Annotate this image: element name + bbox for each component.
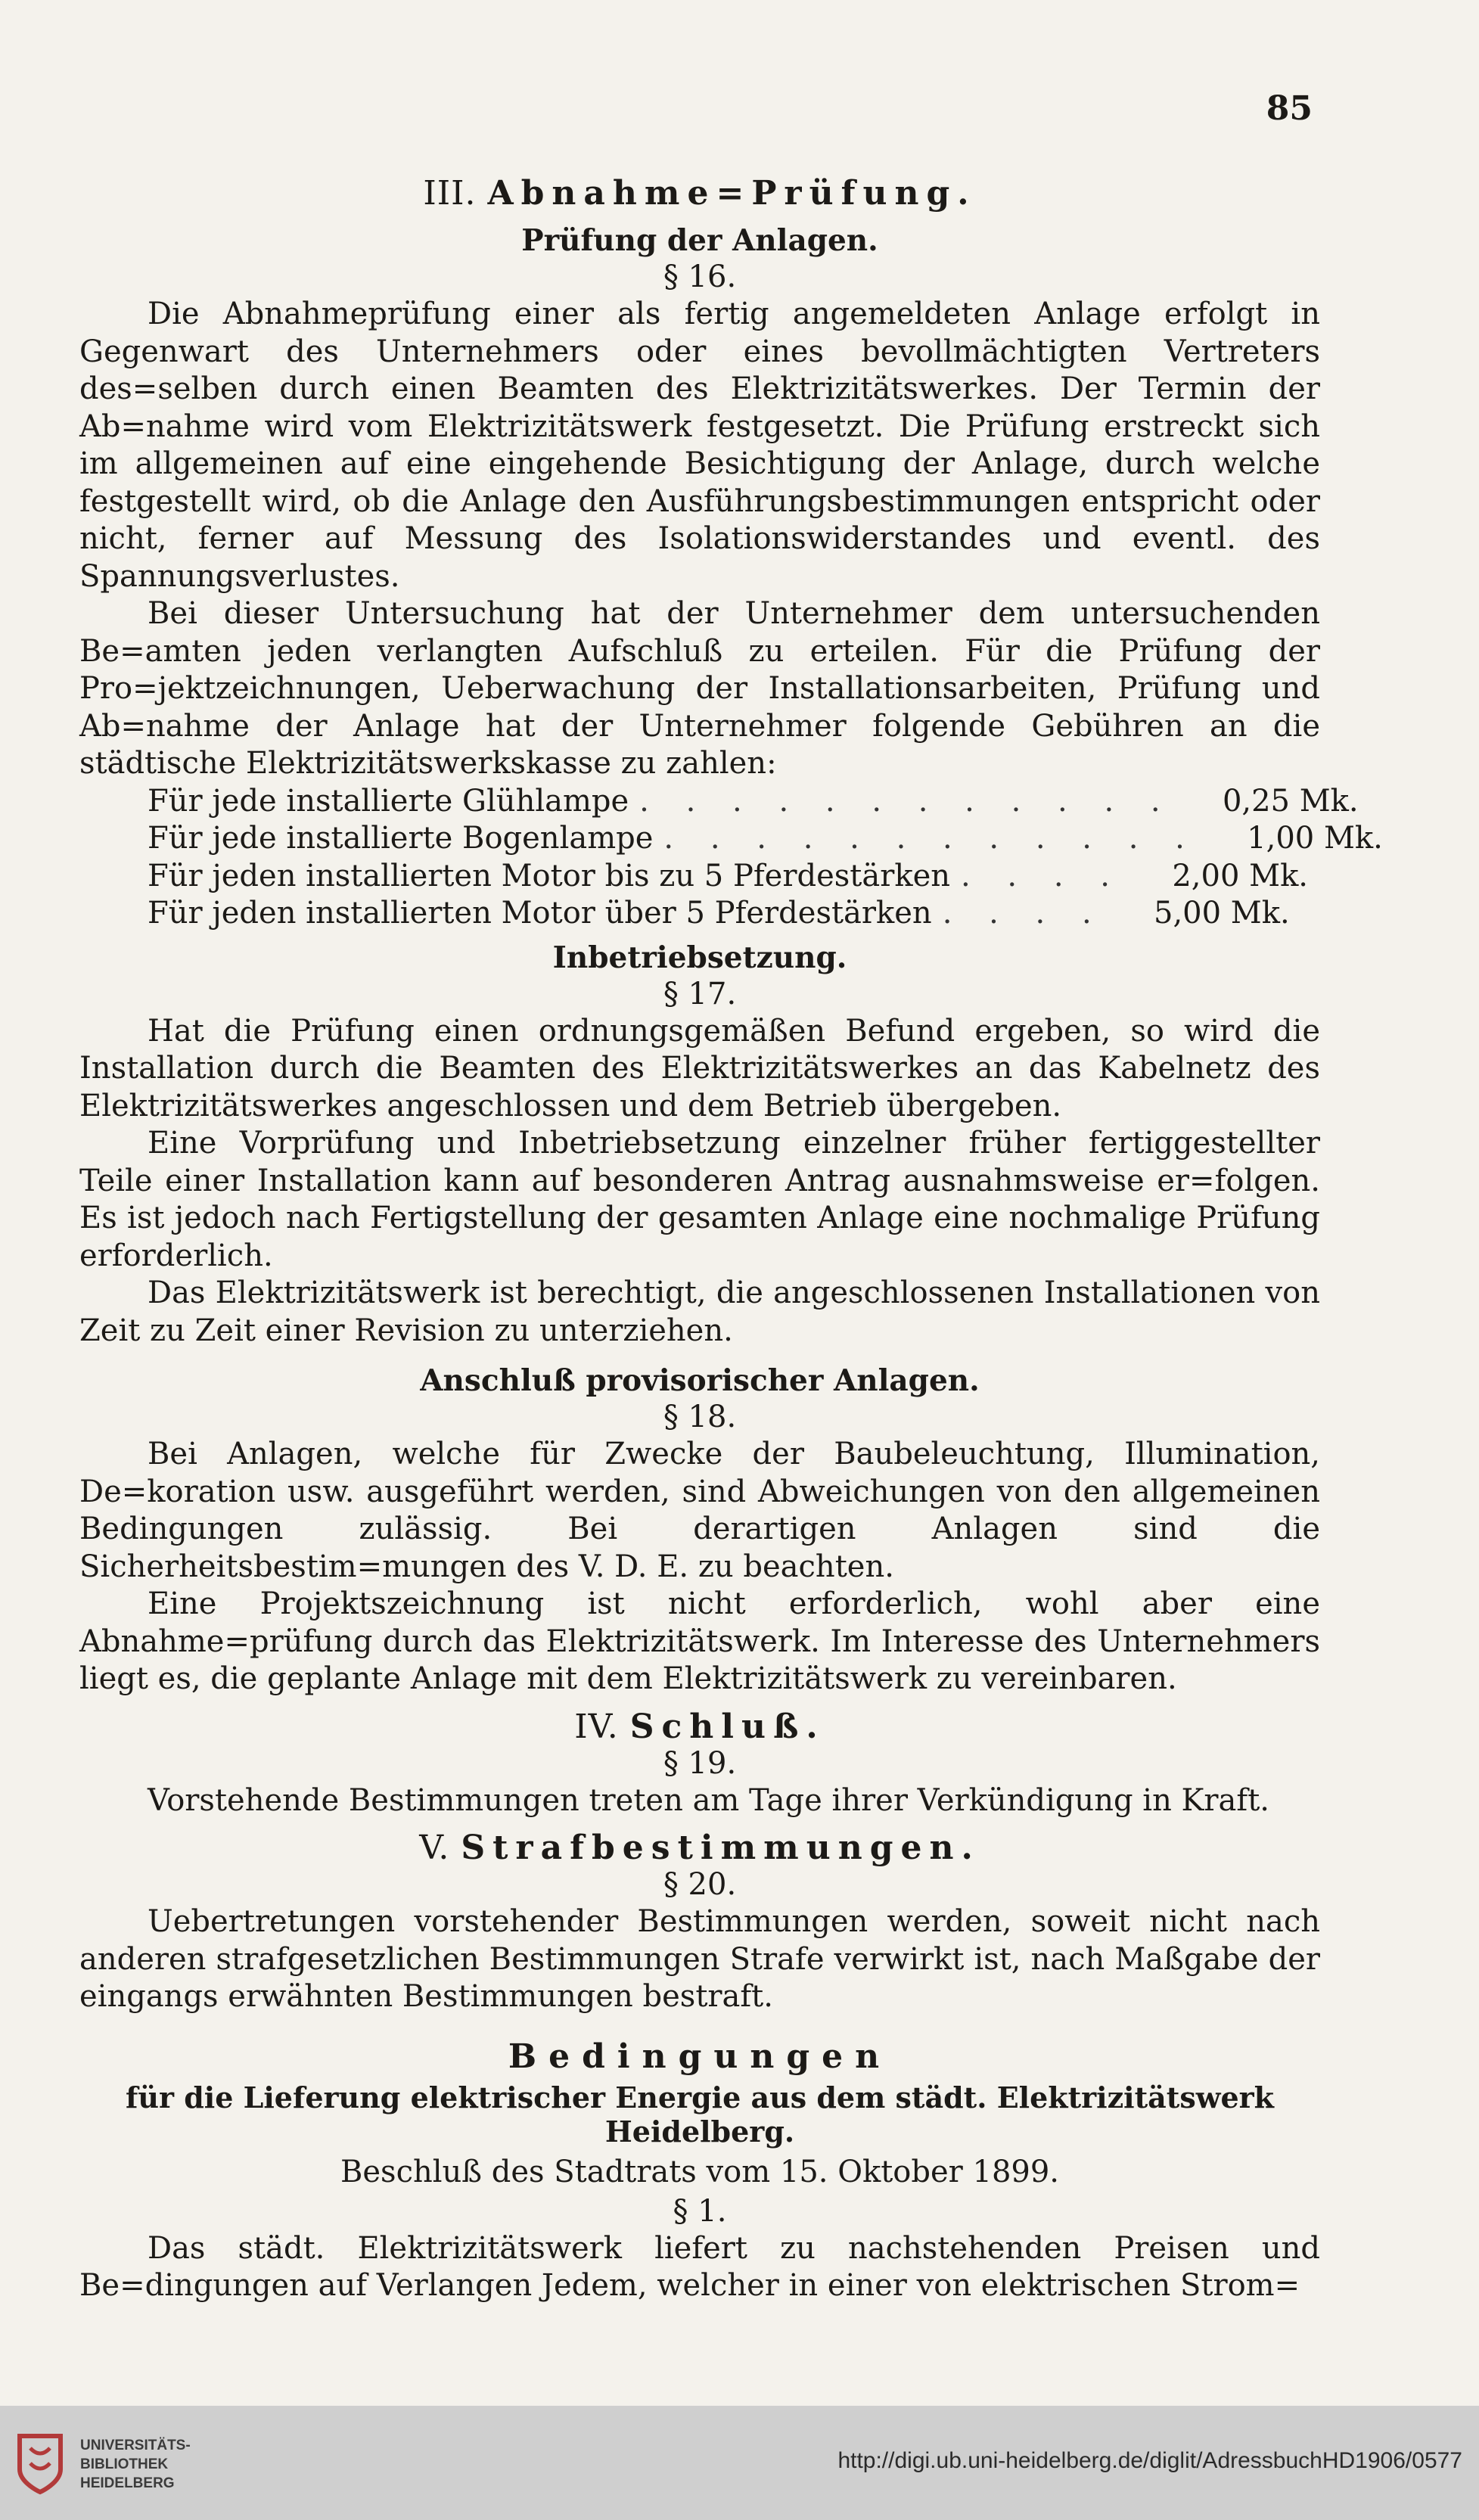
fee-label: Für jede installierte Glühlampe bbox=[148, 783, 629, 819]
fee-leader: . . . . bbox=[942, 896, 1105, 931]
fee-amount: 5,00 Mk. bbox=[1154, 896, 1290, 931]
paragraph-text: Bei Anlagen, welche für Zwecke der Baubeleuchtung, Illumination, De=koration usw. ausgeführt werden, sind Abweichungen von den allgemeinen Bedingungen zulässig. Bei derartigen Anlagen sind die Sicherheitsbestim=mungen des V. D. E. zu beachten. bbox=[79, 1437, 1320, 1584]
fee-amount: 1,00 Mk. bbox=[1247, 821, 1383, 856]
library-line: HEIDELBERG bbox=[80, 2475, 175, 2491]
subheading: Anschluß provisorischer Anlagen. bbox=[420, 1363, 980, 1398]
bedingungen-subtitle: für die Lieferung elektrischer Energie aus dem städt. Elektrizitätswerk bbox=[126, 2080, 1274, 2115]
bedingungen-title: Bedingungen bbox=[508, 2037, 892, 2076]
section-heading-5 bbox=[79, 1829, 1320, 1867]
fee-leader: . . . . . . . . . . . . bbox=[663, 821, 1198, 856]
section-heading-4 bbox=[79, 1707, 1320, 1746]
section-roman: IV. bbox=[574, 1707, 619, 1746]
section-title: Abnahme=Prüfung. bbox=[487, 174, 977, 213]
fee-row bbox=[148, 783, 1359, 821]
section-heading-3 bbox=[79, 174, 1320, 213]
paragraph-text: Eine Vorprüfung und Inbetriebsetzung einzelner früher fertiggestellter Teile einer Installation kann auf besonderen Antrag ausnahmsweise er=folgen. Es ist jedoch nach Fertigstellung der gesamten Anlage eine nochmalige Prüfung erforderlich. bbox=[79, 1126, 1320, 1273]
paragraph-text: Das städt. Elektrizitätswerk liefert zu nachstehenden Preisen und Be=dingungen auf Verlangen Jedem, welcher in einer von elektrischen Strom= bbox=[79, 2230, 1320, 2303]
paragraph-text: Bei dieser Untersuchung hat der Unternehmer dem untersuchenden Be=amten jeden verlangten Aufschluß zu erteilen. Für die Prüfung der Pro=jektzeichnungen, Ueberwachung der Installationsarbeiten, Prüfung und Ab=nahme der Anlage hat der Unternehmer folgende Gebühren an die städtische Elektrizitätswerkskasse zu zahlen: bbox=[79, 596, 1320, 781]
fee-row bbox=[148, 895, 1290, 933]
paragraph-text: Die Abnahmeprüfung einer als fertig angemeldeten Anlage erfolgt in Gegenwart des Unternehmers oder eines bevollmächtigten Vertreters des=selben durch einen Beamten des Elektrizitätswerkes. Der Termin der Ab=nahme wird vom Elektrizitätswerk festgesetzt. Die Prüfung erstreckt sich im allgemeinen auf eine eingehende Besichtigung der Anlage, durch welche festgestellt wird, ob die Anlage den Ausführungsbestimmungen entspricht oder nicht, ferner auf Messung des Isolationswiderstandes und eventl. des Spannungsverlustes. bbox=[79, 297, 1320, 594]
fee-label: Für jeden installierten Motor bis zu 5 Pferdestärken bbox=[148, 858, 950, 893]
library-name bbox=[80, 2436, 191, 2493]
paragraph-number: § 18. bbox=[663, 1400, 737, 1434]
university-seal-icon bbox=[14, 2433, 67, 2495]
paragraph-text: Hat die Prüfung einen ordnungsgemäßen Befund ergeben, so wird die Installation durch die Beamten des Elektrizitätswerkes an das Kabelnetz des Elektrizitätswerkes angeschlossen und dem Betrieb übergeben. bbox=[79, 1013, 1320, 1123]
fee-table bbox=[148, 783, 1383, 933]
digitization-footer bbox=[0, 2406, 1479, 2520]
paragraph-text: Uebertretungen vorstehender Bestimmungen werden, soweit nicht nach anderen strafgesetzlichen Bestimmungen Strafe verwirkt ist, nach Maßgabe der eingangs erwähnten Bestimmungen bestraft. bbox=[79, 1904, 1320, 2014]
paragraph-number: § 20. bbox=[663, 1867, 737, 1902]
fee-row bbox=[148, 858, 1309, 896]
paragraph-number: § 17. bbox=[663, 976, 737, 1011]
section-title: Schluß. bbox=[629, 1707, 825, 1746]
fee-amount: 2,00 Mk. bbox=[1172, 858, 1309, 893]
source-url-link[interactable]: http://digi.ub.uni-heidelberg.de/diglit/AdressbuchHD1906/0577 bbox=[837, 2448, 1462, 2473]
paragraph-text: Das Elektrizitätswerk ist berechtigt, die angeschlossenen Installationen von Zeit zu Zeit einer Revision zu unterziehen. bbox=[79, 1276, 1320, 1348]
fee-label: Für jede installierte Bogenlampe bbox=[148, 821, 654, 856]
fee-label: Für jeden installierten Motor über 5 Pferdestärken bbox=[148, 896, 932, 931]
fee-leader: . . . . . . . . . . . . bbox=[639, 783, 1174, 819]
paragraph-number: § 1. bbox=[673, 2193, 727, 2229]
resolution-line: Beschluß des Stadtrats vom 15. Oktober 1899. bbox=[340, 2154, 1060, 2189]
paragraph-text: Eine Projektszeichnung ist nicht erforderlich, wohl aber eine Abnahme=prüfung durch das Elektrizitätswerk. Im Interesse des Unternehmers liegt es, die geplante Anlage mit dem Elektrizitätswerk zu vereinbaren. bbox=[79, 1586, 1320, 1696]
fee-amount: 0,25 Mk. bbox=[1222, 783, 1359, 819]
section-roman: V. bbox=[419, 1829, 450, 1867]
section-roman: III. bbox=[423, 174, 477, 213]
document-body bbox=[79, 174, 1383, 2305]
subheading: Inbetriebsetzung. bbox=[552, 940, 847, 975]
paragraph-number: § 19. bbox=[663, 1745, 737, 1781]
subheading: Prüfung der Anlagen. bbox=[521, 223, 878, 258]
bedingungen-place: Heidelberg. bbox=[604, 2114, 795, 2149]
page-number: 85 bbox=[1266, 89, 1313, 128]
section-title: Strafbestimmungen. bbox=[461, 1829, 980, 1867]
fee-leader: . . . . bbox=[961, 858, 1124, 893]
fee-row bbox=[148, 820, 1383, 858]
paragraph-number: § 16. bbox=[663, 259, 737, 294]
library-line: BIBLIOTHEK bbox=[80, 2456, 169, 2472]
library-line: UNIVERSITÄTS- bbox=[80, 2438, 191, 2453]
paragraph-text: Vorstehende Bestimmungen treten am Tage ihrer Verkündigung in Kraft. bbox=[148, 1782, 1269, 1818]
